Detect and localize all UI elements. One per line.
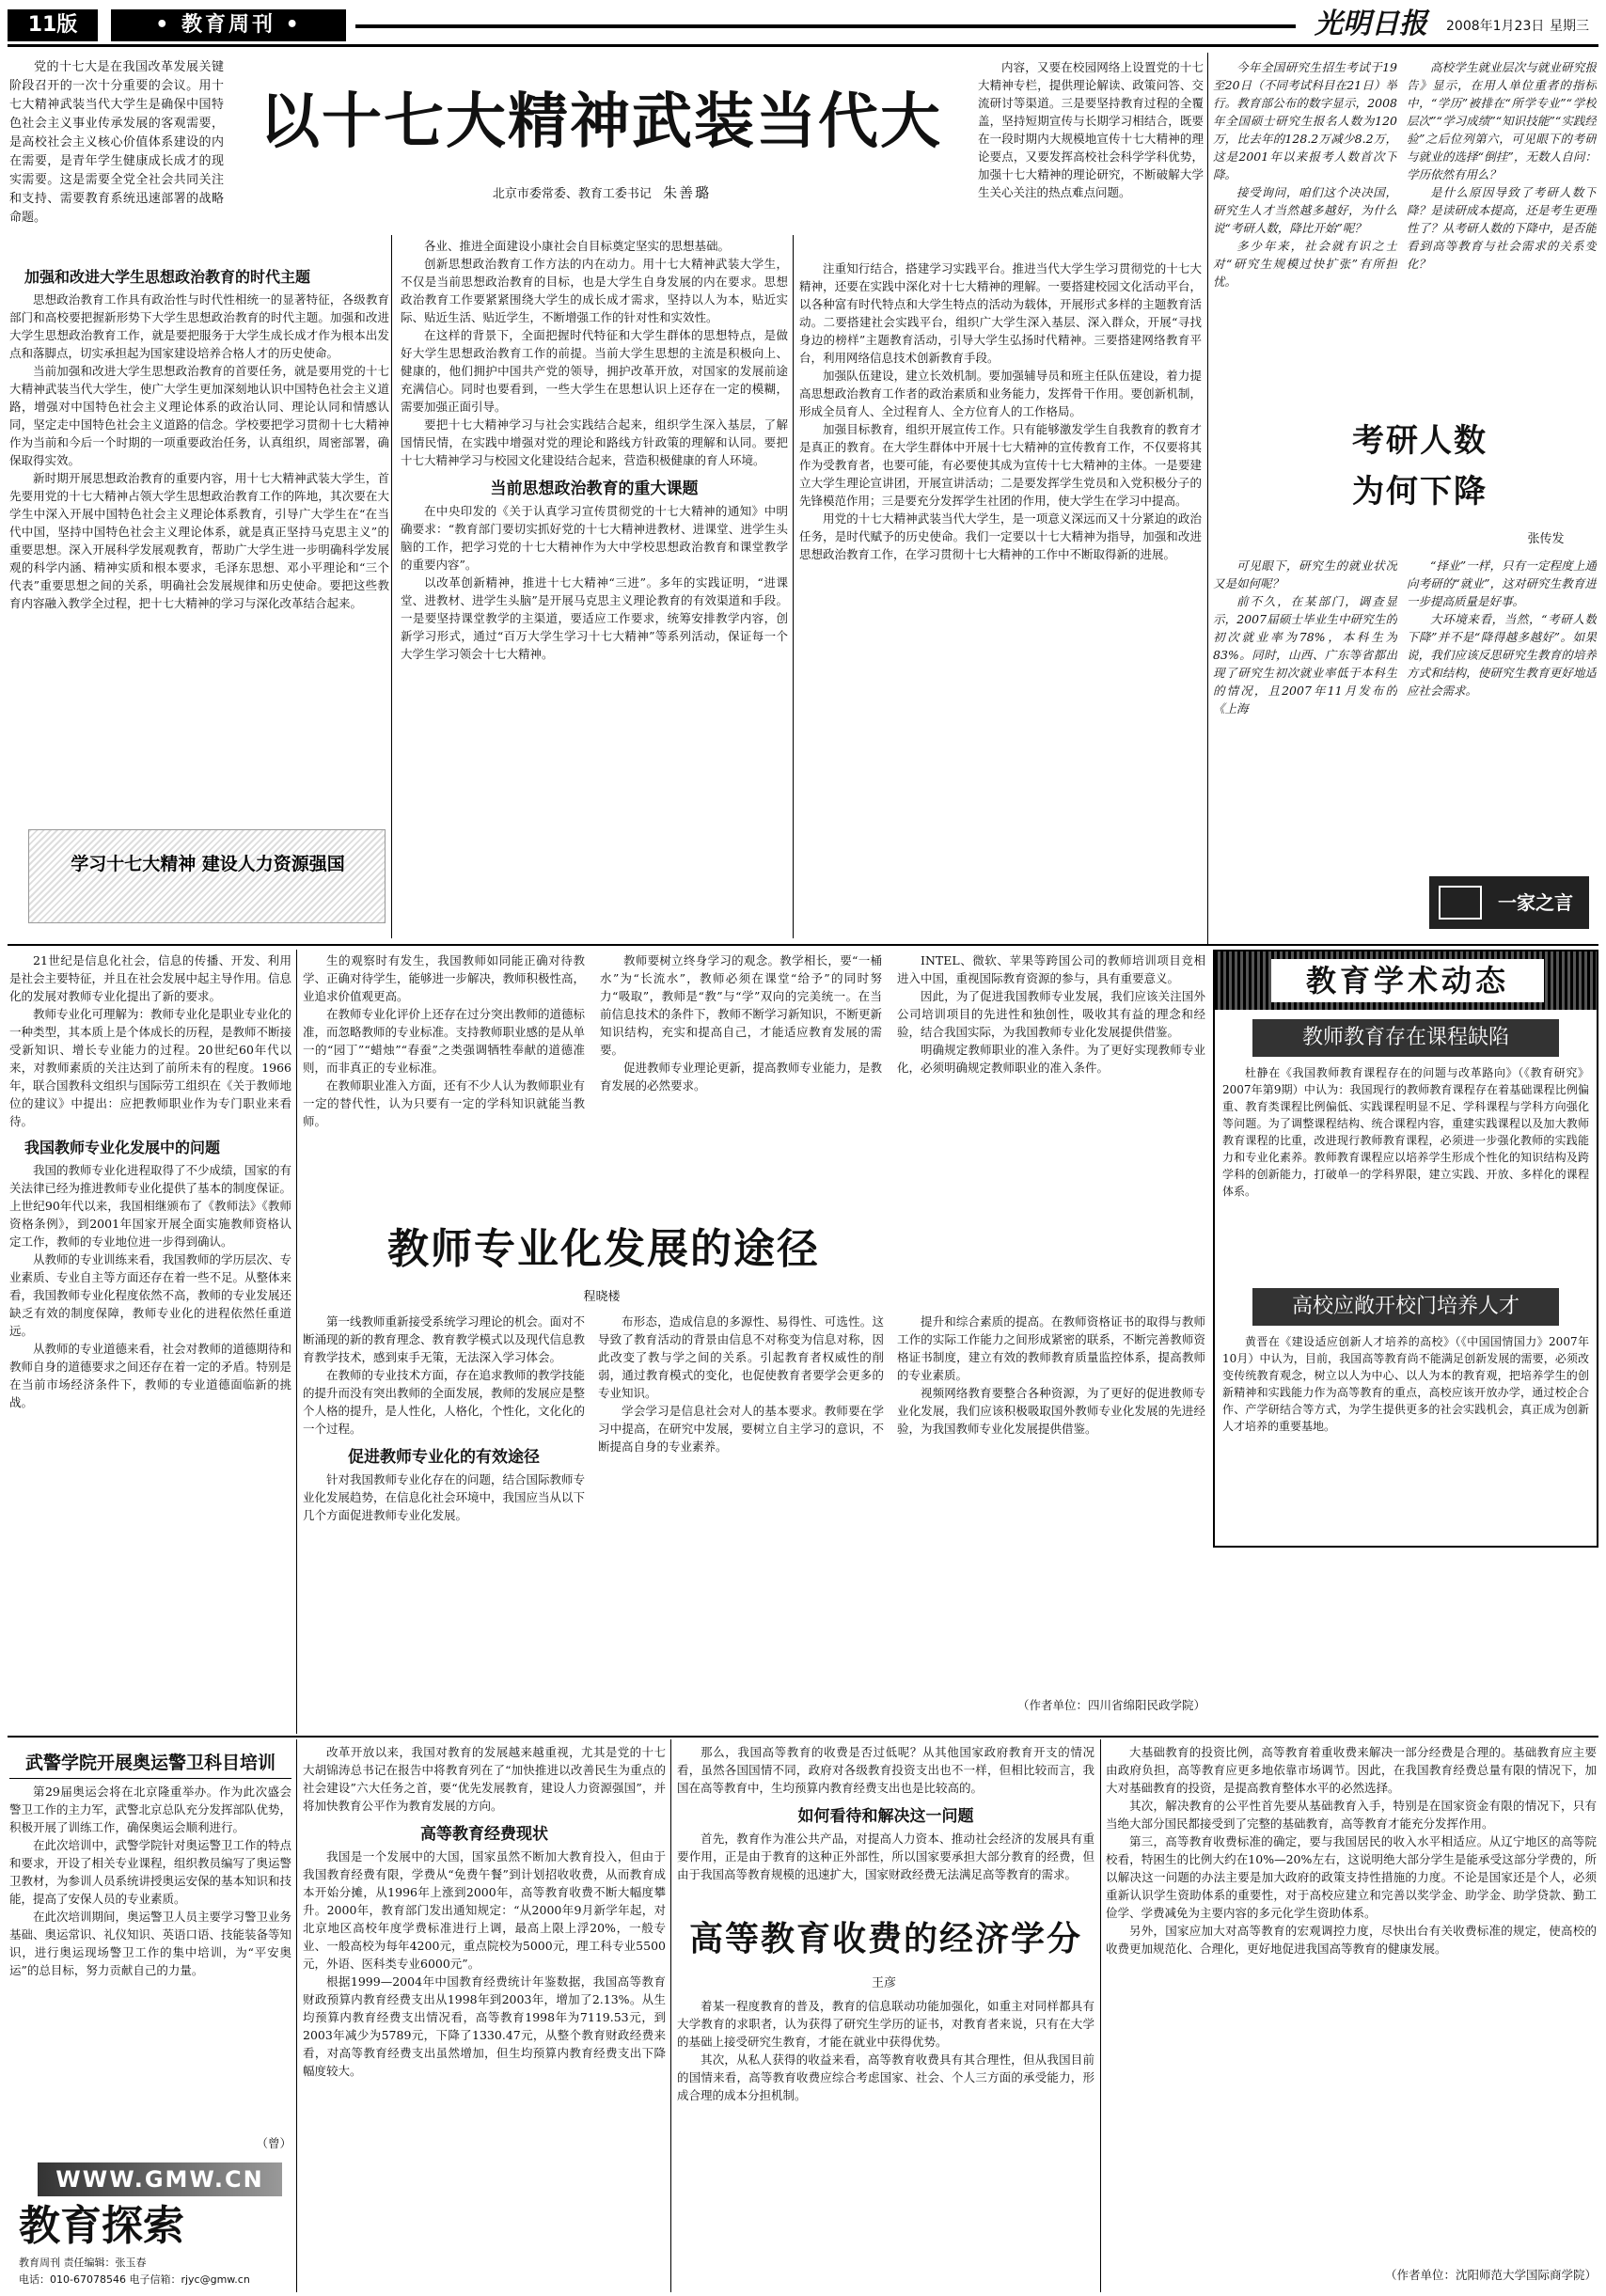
article2-author: 张传发 xyxy=(1527,532,1565,546)
article1-title: 以十七大精神武装当代大 xyxy=(260,86,942,157)
article1-col1: 加强和改进大学生思想政治教育的时代主题 思想政治教育工作具有政治性与时代性相统一的显著特征，各级教育部门和高校要把握新形势下大学生思想政治教育的时代主题。加强和改进大学生思想政治教育工作，就是要把服务于大学生成长成才作为根本出发点和落脚点，切实承担起为国家建设培养合格人才的历史使命。 当前加强和改进大学生思想政治教育的首要任务，就是要用党的十七大精神武装当代大学生，使广大学生更加深刻地认识中国特色社会主义道路，增强对中国特色社会主义理论体系的政治认同、理论认同和情感认同，坚定走中国特色社会主义道路的信念。学校要把学习贯彻十七大精神作为当前和今后一个时期的一项重要政治任务，认真组织，周密部署，确保取得实效。 新时期开展思想政治教育的重要内容，用十七大精神武装大学生，首先要用党的十七大精神占领大学生思想政治教育工作的阵地，其次要在大学生中深入开展中国特色社会主义理论体系教育，引导广大学生在“在当代中国，坚持中国特色社会主义理论体系，就是真正坚持马克思主义”的重要思想。深入开展科学发展观教育，帮助广大学生进一步明确科学发展观的科学内涵、精神实质和根本要求，毛泽东思想、邓小平理论和“三个代表”重要思想之间的关系，明确社会发展规律和历史使命。要把这些教育内容融入教学全过程，把十七大精神的学习与深化改革结合起来。 xyxy=(9,259,389,824)
article1-top-right-text: 内容，又要在校园网络上设置党的十七大精神专栏，提供理论解读、政策问答、交流研讨等渠道。三是要坚持教育过程的全覆盖，坚持短期宣传与长期学习相结合，既要在一段时期内大规模地宣传十七大精神的理论要点，又要发挥高校社会科学学科优势，加强十七大精神的理论研究，不断破解大学生关心关注的热点难点问题。 xyxy=(978,60,1204,199)
article3-section1-heading: 我国教师专业化发展中的问题 xyxy=(24,1139,221,1156)
article1-lead xyxy=(9,58,224,254)
article1-author: 朱善璐 xyxy=(663,184,712,201)
rule-v-bot-1 xyxy=(296,1739,297,2292)
footer-contact: 电话：010-67078546 电子信箱：rjyc@gmw.cn xyxy=(19,2273,250,2286)
issue-date: 2008年1月23日 xyxy=(1446,19,1545,34)
article5-section1-heading: 高等教育经费现状 xyxy=(420,1825,548,1844)
academic-box-header-bg xyxy=(1215,951,1597,1010)
section-name: • 教育周刊 • xyxy=(111,9,346,41)
article3-col1: 21世纪是信息化社会，信息的传播、开发、利用是社会主要特征，并且在社会发展中起主导作用。信息化的发展对教师专业化提出了新的要求。 教师专业化可理解为：教师专业化是职业专业化的一种类型，其本质上是个体成长的历程，是教师不断接受新知识、增长专业能力的过程。20世纪60年代以来，对教师素质的关注达到了前所未有的程度。1966年，联合国教科文组织与国际劳工组织在《关于教师地位的建议》中提出：应把教师职业作为专门职业来看待。 我国教师专业化发展中的问题 我国的教师专业化进程取得了不少成绩，国家的有关法律已经为推进教师专业化提供了基本的制度保证。上世纪90年代以来，我国相继颁布了《教师法》《教师资格条例》，到2001年国家开展全面实施教师资格认定工作，教师的专业地位进一步得到确认。 从教师的专业训练来看，我国教师的学历层次、专业素质、专业自主等方面还存在着一些不足。从整体来看，我国教师专业化程度依然不高，教师的专业发展还缺乏有效的制度保障，教师专业化的进程依然任重道远。 从教师的专业道德来看，社会对教师的道德期待和教师自身的道德要求之间还存在着一定的矛盾。特别是在当前市场经济条件下，教师的专业道德面临新的挑战。 xyxy=(9,953,291,1409)
article3-bottom-col2: 布形态，造成信息的多源性、易得性、可选性。这导致了教育活动的背景由信息不对称变为信息对称，因此改变了教与学之间的关系。引起教育者权威性的削弱，通过教育模式的变化，也促使教育者要学会更多的专业知识。 学会学习是信息社会对人的基本要求。教师要在学习中提高，在研究中发展，要树立自主学习的意识，不断提高自身的专业素养。 xyxy=(598,1314,884,1454)
article1-section1-heading: 加强和改进大学生思想政治教育的时代主题 xyxy=(24,268,311,286)
article2-title: 考研人数为何下降 xyxy=(1352,422,1488,511)
article2-col2: 高校学生就业层次与就业研究报告》显示，在用人单位重者的指标中，“学历”被排在“所学专业”“学校层次”“学习成绩”“知识技能”“实践经验”之后位列第六，可见眼下的考研与就业的选择“倒挂”，无数人自问：学历依然有用么？ 是什么原因导致了考研人数下降？是读研成本提高，还是考生更理性了？从考研人数的下降中，是否能看到高等教育与社会需求的关系变化？ xyxy=(1407,60,1597,271)
article2-side-label: 一家之言 xyxy=(1498,891,1573,914)
article3-bottom-col1: 第一线教师重新接受系统学习理论的机会。面对不断涌现的新的教育理念、教育教学模式以及现代信息教育教学技术，感到束手无策，无法深入学习体会。 在教师的专业技术方面，存在追求教师的教学技能的提升而没有突出教师的全面发展，教师的发展应是整个人格的提升，是人性化，人格化，个性化，文化化的一个过程。 促进教师专业化的有效途径 针对我国教师专业化存在的问题，结合国际教师专业化发展趋势，在信息化社会环境中，我国应当从以下几个方面促进教师专业化发展。 xyxy=(303,1314,585,1522)
article2-side-label-box xyxy=(1429,876,1589,929)
rule-v-top-1 xyxy=(391,235,392,938)
article2-col3: 可见眼下，研究生的就业状况又是如何呢？ 前不久，在某部门，调查显示，2007届硕士毕业生中研究生的初次就业率为78%，本科生为83%。同时，山西、广东等省都出现了研究生初次就业率低于本科生的情况，且2007年11月发布的《上海 xyxy=(1213,558,1397,716)
rule-v-top-3 xyxy=(1207,53,1208,944)
footer-website: WWW.GMW.CN xyxy=(38,2162,282,2196)
article4-title: 武警学院开展奥运警卫科目培训 xyxy=(9,1749,291,1779)
rule-v-bot-2 xyxy=(670,1739,671,2292)
rule-v-top-2 xyxy=(793,235,794,938)
rule-v-bot-3 xyxy=(1100,1739,1101,2292)
article2-region xyxy=(1213,58,1597,938)
article1-col2: 各业、推进全面建设小康社会自目标奠定坚实的思想基础。 创新思想政治教育工作方法的内在动力。用十七大精神武装大学生，不仅是当前思想政治教育的目标，也是大学生自身发展的内在要求。思想政治教育工作要紧紧围绕大学生的成长成才需求，坚持以人为本，贴近实际、贴近生活、贴近学生，不断增强工作的针对性和实效性。 在这样的背景下，全面把握时代特征和大学生群体的思想特点，是做好大学生思想政治教育工作的前提。当前大学生思想的主流是积极向上、健康的，他们拥护中国共产党的领导，拥护改革开放，对国家的发展前途充满信心。同时也要看到，一些大学生在思想认识上还存在一定的模糊，需要加强正面引导。 要把十七大精神学习与社会实践结合起来，组织学生深入基层，了解国情民情，在实践中增强对党的理论和路线方针政策的理解和认同。要把十七大精神学习与校园文化建设结合起来，营造积极健康的育人环境。 当前思想政治教育的重大课题 在中央印发的《关于认真学习宣传贯彻党的十七大精神的通知》中明确要求：“教育部门要切实抓好党的十七大精神进教材、进课堂、进学生头脑的工作，把学习党的十七大精神作为大中学校思想政治教育和课堂教学的重要内容”。 以改革创新精神，推进十七大精神“三进”。多年的实践证明，“进课堂、进教材、进学生头脑”是开展马克思主义理论教育的有效渠道和手段。一是要坚持课堂教学的主渠道，要适应工作要求，统筹安排教学内容，创新学习形式，通过“百万大学生学习十七大精神”等系列活动，保证每一个大学生学习领会十七大精神。 xyxy=(401,239,788,661)
issue-weekday: 星期三 xyxy=(1550,19,1589,34)
article2-col1: 今年全国研究生招生考试于19至20日（不同考试科目在21日）举行。教育部公布的数字显示，2008年全国硕士研究生报名人数为120万，比去年的128.2万减少8.2万，这是2001年以来报考人数首次下降。 接受询问，咱们这个决决国，研究生人才当然越多越好，为什么说“考研人数，降比开始”呢？ 多少年来，社会就有识之士对“研究生规模过快扩张”有所担忧。 xyxy=(1213,60,1397,289)
academic-item1-title: 教师教育存在课程缺陷 xyxy=(1252,1019,1559,1057)
page-number: 11版 xyxy=(8,9,98,41)
article3-top-cols: 生的观察时有发生，我国教师如同能正确对待教学、正确对待学生，能够进一步解决，教师积极性高，业追求价值观更高。 在教师专业化评价上还存在过分突出教师的道德标准，而忽略教师的专业标准。支持教师职业感的是从单一的“园丁”“蜡烛”“春蚕”之类强调牺牲奉献的道德准则，而非真正的专业标准。 在教师职业准入方面，还有不少人认为教师职业有一定的替代性，认为只要有一定的学科知识就能当教师。 教师要树立终身学习的观念。教学相长，要“一桶水”为“长流水”，教师必须在课堂“给予”的同时努力“吸取”，教师是“教”与“学”双向的完美统一。在当前信息技术的条件下，教师不断学习新知识，不断更新知识结构，充实和提高自己，才能适应教育发展的需要。 促进教师专业理论更新，提高教师专业能力，是教育发展的必然要求。 INTEL、微软、苹果等跨国公司的教师培训项目竞相进入中国，重视国际教育资源的参与，具有重要意义。 因此，为了促进我国教师专业发展，我们应该关注国外公司培训项目的先进性和独创性，吸收其有益的理念和经验，结合我国实际，为我国教师专业化发展提供借鉴。 明确规定教师职业的准入条件。为了更好实现教师专业化，必须明确规定教师职业的准入条件。 xyxy=(303,953,1205,1128)
article4-credit: （曾） xyxy=(256,2136,291,2150)
article5-col2-bottom: 着某一程度教育的普及，教育的信息联动功能加强化，如重主对同样都具有大学教育的求职者，认为获得了研究生学历的证书，对教育者来说，只有在大学的基础上接受研究生教育，才能在就业中获得优势。 其次，从私人获得的收益来看，高等教育收费具有其合理性，但从我国目前的国情来看，高等教育收费应综合考虑国家、社会、个人三方面的承受能力，形成合理的成本分担机制。 xyxy=(677,1999,1094,2102)
article3-bottom-col3: 提升和综合素质的提高。在教师资格证书的取得与教师工作的实际工作能力之间形成紧密的联系，不断完善教师资格证书制度，建立有效的教师教育质量监控体系，提高教师的专业素质。 视频网络教育要整合各种资源，为了更好的促进教师专业化发展，我们应该积极吸取国外教师专业化发展的先进经验，为我国教师专业化发展提供借鉴。 （作者单位：四川省绵阳民政学院） xyxy=(897,1313,1205,1726)
article5-col1: 改革开放以来，我国对教育的发展越来越重视，尤其是党的十七大胡锦涛总书记在报告中将教育列在了“加快推进以改善民生为重点的社会建设”六大任务之首，要“优先发展教育，建设人力资源强国”，并将加快教育公平作为教育发展的方向。 高等教育经费现状 我国是一个发展中的大国，国家虽然不断加大教育投入，但由于我国教育经费有限，学费从“免费午餐”到计划招收收费，从而教育成本开始分摊，从1996年上涨到2000年，高等教育收费不断大幅度攀升。2000年，教育部门发出通知规定：“从2000年9月新学年起，对北京地区高校年度学费标准进行上调，最高上限上浮20%，一般专业、一般高校为每年4200元，重点院校为5000元，理工科专业5500元，外语、医科类专业6000元”。 根据1999—2004年中国教育经费统计年鉴数据，我国高等教育财政预算内教育经费支出从1998年到2003年，增加了2.13%。从生均预算内教育经费支出情况看，高等教育1998年为7119.53元，到2003年减少为5789元，下降了1330.47元，从整个教育财政经费来看，对高等教育经费支出虽然增加，但生均预算内教育经费支出下降幅度较大。 xyxy=(303,1745,666,2078)
rule-top-section xyxy=(8,944,1598,946)
article1-image xyxy=(28,829,386,923)
rule-v-mid-1 xyxy=(296,950,297,1734)
article1-lead-text: 党的十七大是在我国改革发展关键阶段召开的一次十分重要的会议。用十七大精神武装当代大学生是确保中国特色社会主义事业传承发展的客观需要，是高校社会主义核心价值体系建设的内在需要，是青年学生健康成长成才的现实需要。这是需要全党全社会共同关注和支持、需要教育系统迅速部署的战略命题。 xyxy=(9,60,224,225)
academic-box-header: 教育学术动态 xyxy=(1271,959,1544,1002)
article5-col3: 大基础教育的投资比例，高等教育着重收费来解决一部分经费是合理的。基础教育应主要由政府负担，高等教育应更多地依靠市场调节。因此，在我国教育经费总量有限的情况下，加大对基础教育的投资，是提高教育整体水平的必然选择。 其次，解决教育的公平性首先要从基础教育入手，特别是在国家资金有限的情况下，只有当绝大部分国民都接受到了完整的基础教育，高等教育才能充分发挥作用。 第三，高等教育收费标准的确定，要与我国居民的收入水平相适应。从辽宁地区的高等院校看，特困生的比例大约在10%—20%左右，这说明绝大部分学生是能承受这部分学费的，所以解决这一问题的办法主要是加大政府的政策支持性措施的力度。不论是国家还是个人，必须重新认识学生资助体系的重要性，对于高校应建立和完善以奖学金、助学金、助学贷款、勤工俭学、学费减免为主要内容的多元化学生资助体系。 另外，国家应加大对高等教育的宏观调控力度，尽快出台有关收费标准的规定，使高校的收费更加规范化、合理化，更好地促进我国高等教育的健康发展。 （作者单位：沈阳师范大学国际商学院） xyxy=(1106,1743,1597,2288)
paper-logo: 光明日报 xyxy=(1315,8,1427,40)
article1-section2-heading: 当前思想政治教育的重大课题 xyxy=(490,480,699,498)
footer-editor: 教育周刊 责任编辑：张玉春 xyxy=(19,2257,147,2269)
article1-author-org: 北京市委常委、教育工委书记 xyxy=(492,187,652,201)
masthead-rule xyxy=(355,24,1296,28)
masthead xyxy=(8,6,1598,47)
academic-box xyxy=(1213,950,1598,1548)
article1-image-caption: 学习十七大精神 建设人力资源强国 xyxy=(71,854,345,874)
academic-item1-body: 杜静在《我国教师教育课程存在的问题与改革路向》（《教育研究》2007年第9期）中认为：我国现行的教师教育课程存在着基础课程比例偏重、教育类课程比例偏低、实践课程明显不足、学科课程与学科方向强化等问题。为了调整课程结构、统合课程内容，重建实践课程以及加大教师教育课程的比重，改进现行教师教育课程，必须进一步强化教师的实践能力和专业化素养。教师教育课程应以培养学生形成个性化的知识结构及跨学科的创新能力，打破单一的学科界限，建立实践、开放、多样化的课程体系。 xyxy=(1222,1066,1589,1198)
article5-section2-heading: 如何看待和解决这一问题 xyxy=(797,1807,974,1826)
envelope-icon xyxy=(1439,886,1482,920)
article3-author: 程晓楼 xyxy=(583,1290,621,1304)
article1-byline xyxy=(339,181,865,205)
footer-block xyxy=(9,2162,291,2290)
article5-title: 高等教育收费的经济学分 xyxy=(688,1919,1082,1958)
rule-middle-section xyxy=(8,1736,1598,1738)
article3-section2-heading: 促进教师专业化的有效途径 xyxy=(348,1448,540,1467)
article5-credit: （作者单位：沈阳师范大学国际商学院） xyxy=(1384,2268,1597,2282)
article3-credit: （作者单位：四川省绵阳民政学院） xyxy=(1016,1698,1205,1712)
footer-column-name: 教育探索 xyxy=(19,2202,184,2250)
academic-item2-body: 黄晋在《建设适应创新人才培养的高校》（《中国国情国力》2007年10月）中认为，目前，我国高等教育尚不能满足创新发展的需要，必须改变传统教育观念，树立以人为中心、以人为本的教育观，把培养学生的创新精神和实践能力作为高等教育的重点，高校应该开放办学，通过校企合作、产学研结合等方式，为学生提供更多的社会实践机会，真正成为创新人才培养的重要基地。 xyxy=(1222,1335,1589,1433)
article5-col2-top: 那么，我国高等教育的收费是否过低呢？从其他国家政府教育开支的情况看，虽然各国国情不同，政府对各级教育投资支出也不一样，但相比较而言，我国在高等教育中，生均预算内教育经费支出也是比较高的。 如何看待和解决这一问题 首先，教育作为准公共产品，对提高人力资本、推动社会经济的发展具有重要作用，正是由于教育的这种正外部性，所以国家要承担大部分教育的经费，但由于我国高等教育规模的迅速扩大，国家财政经费无法满足高等教育的需求。 xyxy=(677,1745,1094,1881)
article4: 武警学院开展奥运警卫科目培训 第29届奥运会将在北京隆重举办。作为此次盛会警卫工作的主力军，武警北京总队充分发挥部队优势，积极开展了训练工作，确保奥运会顺利进行。 在此次培训中，武警学院针对奥运警卫工作的特点和要求，开设了相关专业课程，组织教员编写了奥运警卫教材，为参训人员系统讲授奥运安保的基本知识和技能，提高了安保人员的专业素质。 在此次培训期间，奥运警卫人员主要学习警卫业务基础、奥运常识、礼仪知识、英语口语、技能装备等知识，进行奥运现场警卫工作的集中培训，为“平安奥运”的总目标，努力贡献自己的力量。 （曾） xyxy=(9,1743,291,2157)
article3-title: 教师专业化发展的途径 xyxy=(387,1225,820,1273)
article2-col4: “择业”一样，只有一定程度上通向考研的“就业”，这对研究生教育进一步提高质量是好事。 大环境来看，当然，“考研人数下降”并不是“降得越多越好”。如果说，我们应该反思研究生教育的培养方式和结构，使研究生教育更好地适应社会需求。 xyxy=(1407,558,1597,698)
article5-author: 王彦 xyxy=(871,1976,896,1990)
academic-item2-title: 高校应敞开校门培养人才 xyxy=(1252,1288,1559,1326)
article1-col3: 注重知行结合，搭建学习实践平台。推进当代大学生学习贯彻党的十七大精神，还要在实践中深化对十七大精神的理解。一要搭建校园文化活动平台，以各种富有时代特点和大学生特点的活动为载体，开展形式多样的主题教育活动。二要搭建社会实践平台，组织广大学生深入基层、深入群众，开展“寻找身边的榜样”主题教育活动，引导大学生弘扬时代精神。三要搭建网络教育平台，利用网络信息技术创新教育手段。 加强队伍建设，建立长效机制。要加强辅导员和班主任队伍建设，着力提高思想政治教育工作者的政治素质和业务能力，发挥骨干作用。要创新机制，形成全员育人、全过程育人、全方位育人的工作格局。 加强目标教育，组织开展宣传工作。只有能够激发学生自我教育的教育才是真正的教育。在大学生群体中开展十七大精神的宣传教育工作，不仅要将其作为受教育者，也要可能，有必要使其成为宣传十七大精神的主体。一是要建立大学生理论宣讲团，开展宣讲活动；二是要发挥学生党员和入党积极分子的先锋模范作用；三是要充分发挥学生社团的作用，使大学生在学习中提高。 用党的十七大精神武装当代大学生，是一项意义深远而又十分紧迫的政治任务，是时代赋予的历史使命。我们一定要以十七大精神为指导，加强和改进思想政治教育工作，在学习贯彻十七大精神的工作中不断取得新的进展。 xyxy=(799,261,1202,561)
